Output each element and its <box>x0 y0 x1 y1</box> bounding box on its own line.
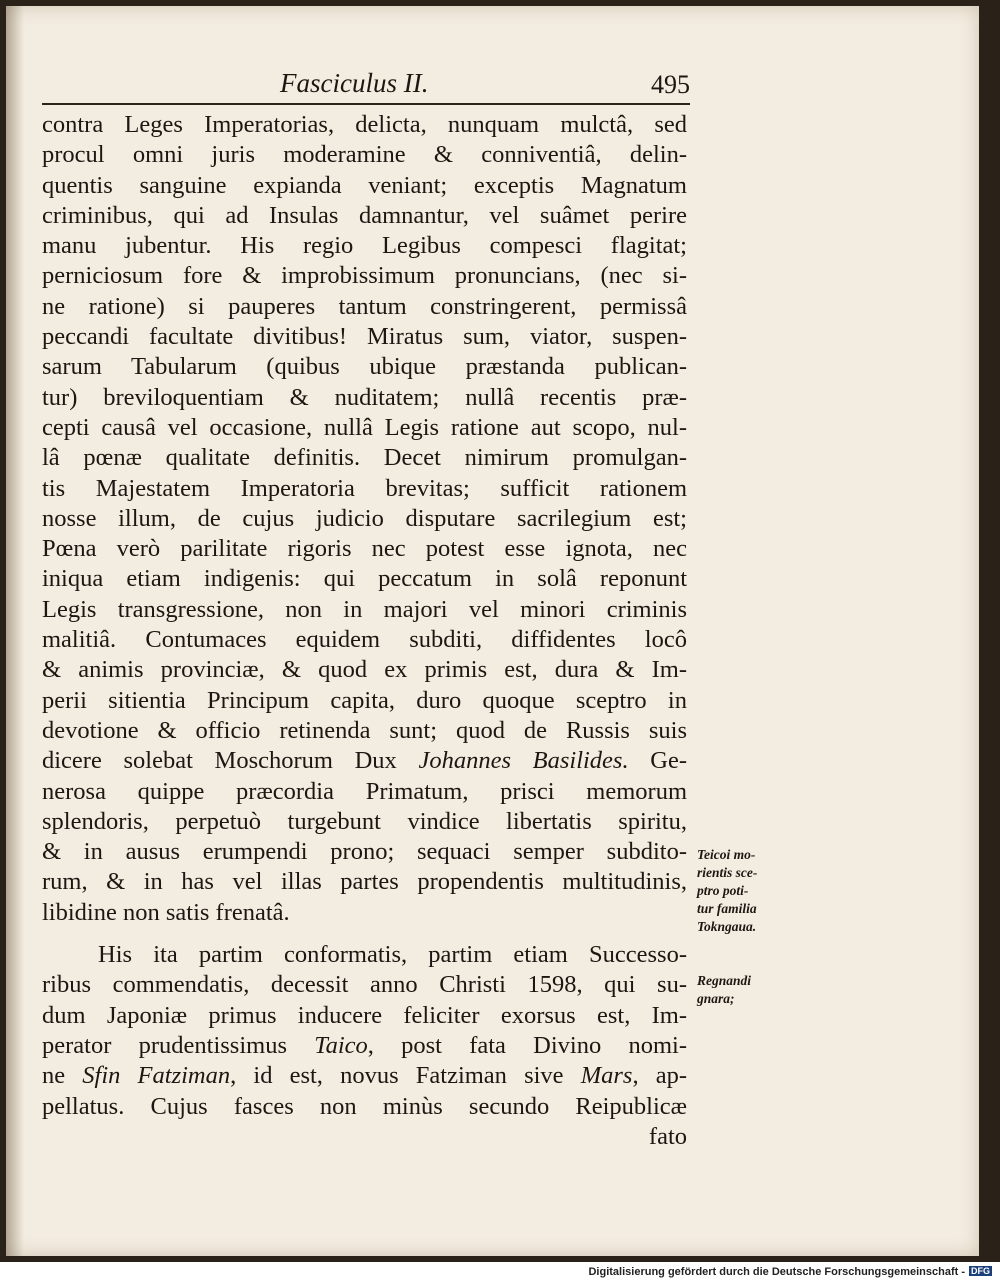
marginal-note-line: ptro poti- <box>697 883 749 898</box>
gutter-shadow <box>6 6 24 1256</box>
text-line: peccandi facultate divitibus! Miratus sum, viator, suspen- <box>42 323 687 351</box>
text-segment: dicere solebat Moschorum Dux <box>42 747 419 775</box>
text-line: perii sitientia Principum capita, duro quoque sceptro in <box>42 686 687 714</box>
text-line: libidine non satis frenatâ. <box>42 898 290 926</box>
catchword: fato <box>648 1122 687 1150</box>
marginal-note-line: Tokngaua. <box>697 919 757 934</box>
text-line: devotione & officio retinenda sunt; quod de Russis suis <box>42 716 687 744</box>
marginal-note-line: rientis sce- <box>697 865 758 880</box>
running-title: Fasciculus II. <box>280 68 429 98</box>
paragraph-2 <box>42 940 687 1152</box>
text-segment: ne <box>42 1062 83 1090</box>
deity-name: Mars <box>580 1062 633 1090</box>
text-line: tis Majestatem Imperatoria brevitas; sufficit rationem <box>42 474 687 502</box>
credit-text: Digitalisierung gefördert durch die Deutsche Forschungsgemeinschaft - <box>588 1266 965 1278</box>
text-line: rum, & in has vel illas partes propendentis multitudinis, <box>42 868 687 896</box>
dfg-logo: DFG <box>971 1266 990 1276</box>
marginal-note-line: Regnandi <box>697 973 752 988</box>
text-line: manu jubentur. His regio Legibus compesci flagitat; <box>42 232 687 260</box>
text-line: ne ratione) si pauperes tantum constringerent, permissâ <box>42 292 687 320</box>
marginal-note-line: Teicoi mo- <box>697 847 756 862</box>
marginal-note-1 <box>697 846 797 936</box>
text-line: lâ pœnæ qualitate definitis. Decet nimirum promulgan- <box>42 444 687 472</box>
person-name: Taico <box>314 1031 368 1059</box>
text-line-with-name <box>42 1031 687 1061</box>
text-segment: , post fata Divino nomi- <box>367 1031 687 1059</box>
text-line: & in ausus erumpendi prono; sequaci semper subdito- <box>42 838 687 866</box>
text-line: contra Leges Imperatorias, delicta, nunquam mulctâ, sed <box>42 111 687 138</box>
digitization-credit <box>588 1266 992 1278</box>
text-line: cepti causâ vel occasione, nullâ Legis ratione aut scopo, nul- <box>42 413 687 441</box>
paragraph-gap <box>42 928 687 940</box>
text-line: iniqua etiam indigenis: qui peccatum in solâ reponunt <box>42 565 687 593</box>
text-line: nerosa quippe præcordia Primatum, prisci memorum <box>42 777 687 805</box>
text-line: pellatus. Cujus fasces non minùs secundo Reipublicæ <box>42 1092 687 1120</box>
text-line: criminibus, qui ad Insulas damnantur, vel suâmet perire <box>42 201 687 229</box>
text-line: procul omni juris moderamine & conniventiâ, delin- <box>42 141 687 169</box>
text-line-with-name <box>42 746 687 776</box>
text-line: splendoris, perpetuò turgebunt vindice libertatis spiritu, <box>42 807 687 835</box>
text-line-with-name <box>42 1061 687 1091</box>
text-line: perniciosum fore & improbissimum pronuncians, (nec si- <box>42 262 687 290</box>
paragraph-1 <box>42 110 687 928</box>
marginal-note-line: tur familia <box>697 901 757 916</box>
person-name: Sfin Fatziman <box>82 1062 231 1090</box>
text-line: & animis provinciæ, & quod ex primis est, dura & Im- <box>42 656 687 684</box>
text-line: dum Japoniæ primus inducere feliciter exorsus est, Im- <box>42 1001 687 1029</box>
text-segment: perator prudentissimus <box>42 1031 315 1059</box>
text-line: His ita partim conformatis, partim etiam Successo- <box>98 941 687 969</box>
text-line: malitiâ. Contumaces equidem subditi, diffidentes locô <box>42 626 687 654</box>
text-line: Pœna verò parilitate rigoris nec potest esse ignota, nec <box>42 535 687 563</box>
body-text <box>42 110 687 1152</box>
text-line: tur) breviloquentiam & nuditatem; nullâ recentis præ- <box>42 383 687 411</box>
text-line: quentis sanguine expianda veniant; exceptis Magnatum <box>42 171 687 199</box>
header-rule <box>42 103 690 105</box>
text-line: nosse illum, de cujus judicio disputare sacrilegium est; <box>42 504 687 532</box>
text-segment: Ge- <box>628 747 687 775</box>
text-segment: , ap- <box>632 1062 687 1090</box>
marginal-note-2 <box>697 972 797 1008</box>
page-number: 495 <box>651 70 690 99</box>
text-line: ribus commendatis, decessit anno Christi 1598, qui su- <box>42 971 687 999</box>
text-segment: , id est, novus Fatziman sive <box>230 1062 581 1090</box>
marginal-note-line: gnara; <box>697 991 735 1006</box>
person-name: Johannes Basilides. <box>418 747 629 775</box>
page-header <box>200 70 690 100</box>
text-line: sarum Tabularum (quibus ubique præstanda publican- <box>42 353 687 381</box>
text-line: Legis transgressione, non in majori vel minori criminis <box>42 595 687 623</box>
